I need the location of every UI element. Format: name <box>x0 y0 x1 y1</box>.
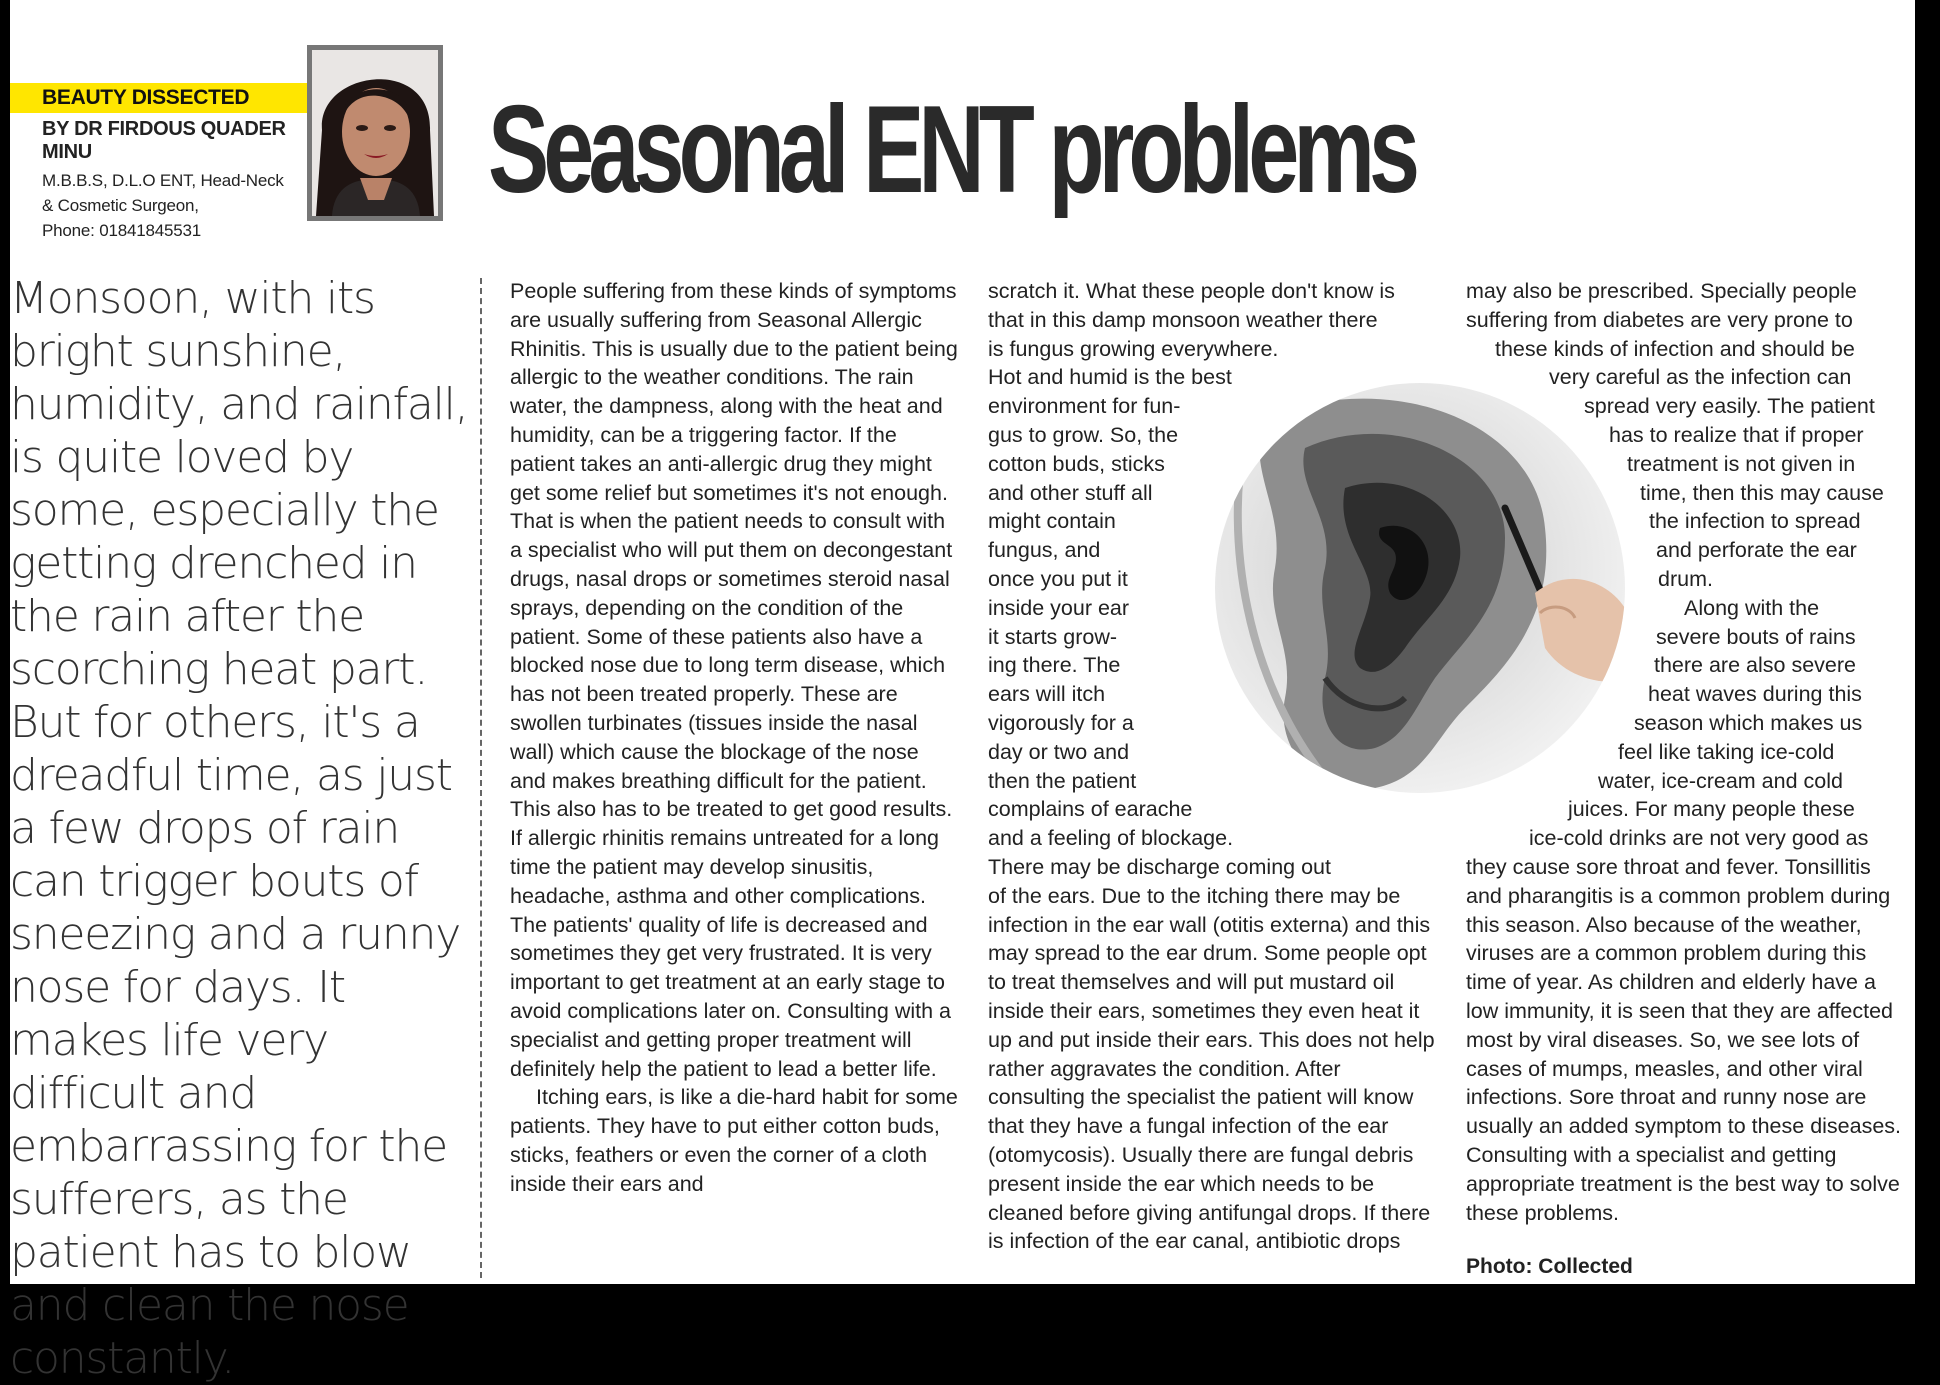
text-line: fungus, and <box>988 538 1101 563</box>
text-line: juices. For many people these <box>1568 797 1855 822</box>
text-line: that in this damp monsoon weather there <box>988 307 1378 332</box>
text-line: once you put it <box>988 566 1128 591</box>
text-line: may also be prescribed. Specially people <box>1466 279 1857 303</box>
text-line: these kinds of infection and should be <box>1495 336 1855 361</box>
text-line: scratch it. What these people don't know is <box>988 279 1395 303</box>
text-line: vigorously for a <box>988 710 1134 735</box>
article-page <box>10 0 1915 1384</box>
text-line: complains of earache <box>988 797 1193 822</box>
text-line: it starts grow- <box>988 624 1118 649</box>
paragraph: People suffering from these kinds of symptoms are usually suffering from Seasonal Allergic Rhinitis. This is usually due to the patient being allergic to the weather conditions. The rain water, the dampness, along with the heat and humidity, can be a triggering factor. If the patient takes an anti-allergic drug they might get some relief but sometimes it's not enough. That is when the patient needs to consult with a specialist who will put them on decongestant drugs, nasal drops or sometimes steroid nasal sprays, depending on the condition of the patient. Some of these patients also have a blocked nose due to long term disease, which has not been treated properly. These are swollen turbinates (tissues inside the nasal wall) which cause the blockage of the nose and makes breathing difficult for the patient. This also has to be treated to get good results. If allergic rhinitis remains untreated for a long time the patient may develop sinusitis, headache, asthma and other complications. The patients' quality of life is decreased and sometimes they get very frustrated. It is very important to get treatment at an early stage to avoid complications later on. Consulting with a specialist and getting proper treatment will definitely help the patient to lead a better life. <box>510 279 958 1081</box>
text-line: inside your ear <box>988 595 1130 620</box>
headline: Seasonal ENT problems <box>488 81 1415 219</box>
text-line: There may be discharge coming out <box>988 854 1331 879</box>
author-credentials <box>42 168 312 243</box>
photo-credit: Photo: Collected <box>1466 1255 1633 1278</box>
credential-line: M.B.B.S, D.L.O ENT, Head-Neck <box>42 171 284 190</box>
text-line: there are also severe <box>1654 653 1856 678</box>
text-line: Hot and humid is the best <box>988 365 1232 390</box>
text-line: ears will itch <box>988 682 1106 707</box>
text-line: environment for fun- <box>988 394 1181 419</box>
section-tag <box>10 83 310 113</box>
text-line: and a feeling of blockage. <box>988 826 1234 851</box>
paragraph: of the ears. Due to the itching there may be infection in the ear wall (otitis externa) and this may spread to the ear drum. Some people opt to treat themselves and will put mustard oil inside their ears, sometimes they even heat it up and put inside their ears. This does not help rather aggravates the condition. After consulting the specialist the patient will know that they have a fungal infection of the ear (otomycosis). Usually there are fungal debris present inside the ear which needs to be cleaned before giving antifungal drops. If there is infection of the ear canal, antibiotic drops <box>988 883 1435 1254</box>
author-name: BY DR FIRDOUS QUADER MINU <box>42 118 286 163</box>
text-line: and perforate the ear <box>1656 538 1857 563</box>
text-line: feel like taking ice-cold <box>1618 739 1835 764</box>
credential-line: & Cosmetic Surgeon, <box>42 196 199 215</box>
text-line: time, then this may cause <box>1640 480 1884 505</box>
author-photo <box>307 45 443 221</box>
text-line: spread very easily. The patient <box>1584 394 1875 419</box>
text-line: ice-cold drinks are not very good as <box>1529 826 1869 851</box>
text-line: might contain <box>988 509 1116 534</box>
text-line: day or two and <box>988 739 1130 764</box>
section-tag-label: BEAUTY DISSECTED <box>42 86 250 109</box>
pull-quote: Monsoon, with its bright sunshine, humidity, and rainfall, is quite loved by some, especially the getting drenched in the rain after the scorching heat part. But for others, it's a dreadful time, as just a few drops of rain can trigger bouts of sneezing and a runny nose for days. It makes life very difficult and embarrassing for the sufferers, as the patient has to blow and clean the nose constantly. <box>10 273 468 1384</box>
text-line: cotton buds, sticks <box>988 451 1165 476</box>
author-phone: Phone: 01841845531 <box>42 221 202 240</box>
column-divider <box>480 278 482 1278</box>
text-line: severe bouts of rains <box>1656 624 1856 649</box>
text-line: is fungus growing everywhere. <box>988 336 1279 361</box>
text-line: Along with the <box>1684 595 1820 620</box>
text-line: then the patient <box>988 768 1137 793</box>
text-line: heat waves during this <box>1648 682 1862 707</box>
text-line: drum. <box>1658 566 1713 591</box>
text-line: very careful as the infection can <box>1549 365 1852 390</box>
paragraph: they cause sore throat and fever. Tonsillitis and pharangitis is a common problem during this season. Also because of the weather, viruses are a common problem during this time of year. As children and elderly have a low immunity, it is seen that they are affected most by viral diseases. So, we see lots of cases of mumps, measles, and other viral infections. Sore throat and runny nose are usually an added symptom to these diseases. Consulting with a specialist and getting appropriate treatment is the best way to solve these problems. <box>1466 854 1902 1225</box>
text-line: treatment is not given in <box>1627 451 1856 476</box>
byline <box>42 118 312 243</box>
text-line: the infection to spread <box>1649 509 1861 534</box>
text-line: and other stuff all <box>988 480 1153 505</box>
text-line: season which makes us <box>1634 710 1863 735</box>
paragraph: Itching ears, is like a die-hard habit for some patients. They have to put either cotton buds, sticks, feathers or even the corner of a cloth inside their ears and <box>510 1085 958 1196</box>
ear-illustration <box>1205 378 1635 798</box>
text-line: gus to grow. So, the <box>988 422 1179 447</box>
text-line: ing there. The <box>988 653 1121 678</box>
text-line: has to realize that if proper <box>1609 422 1864 447</box>
text-line: water, ice-cream and cold <box>1598 768 1843 793</box>
body-column-1 <box>510 277 960 1199</box>
text-line: suffering from diabetes are very prone to <box>1466 307 1853 332</box>
